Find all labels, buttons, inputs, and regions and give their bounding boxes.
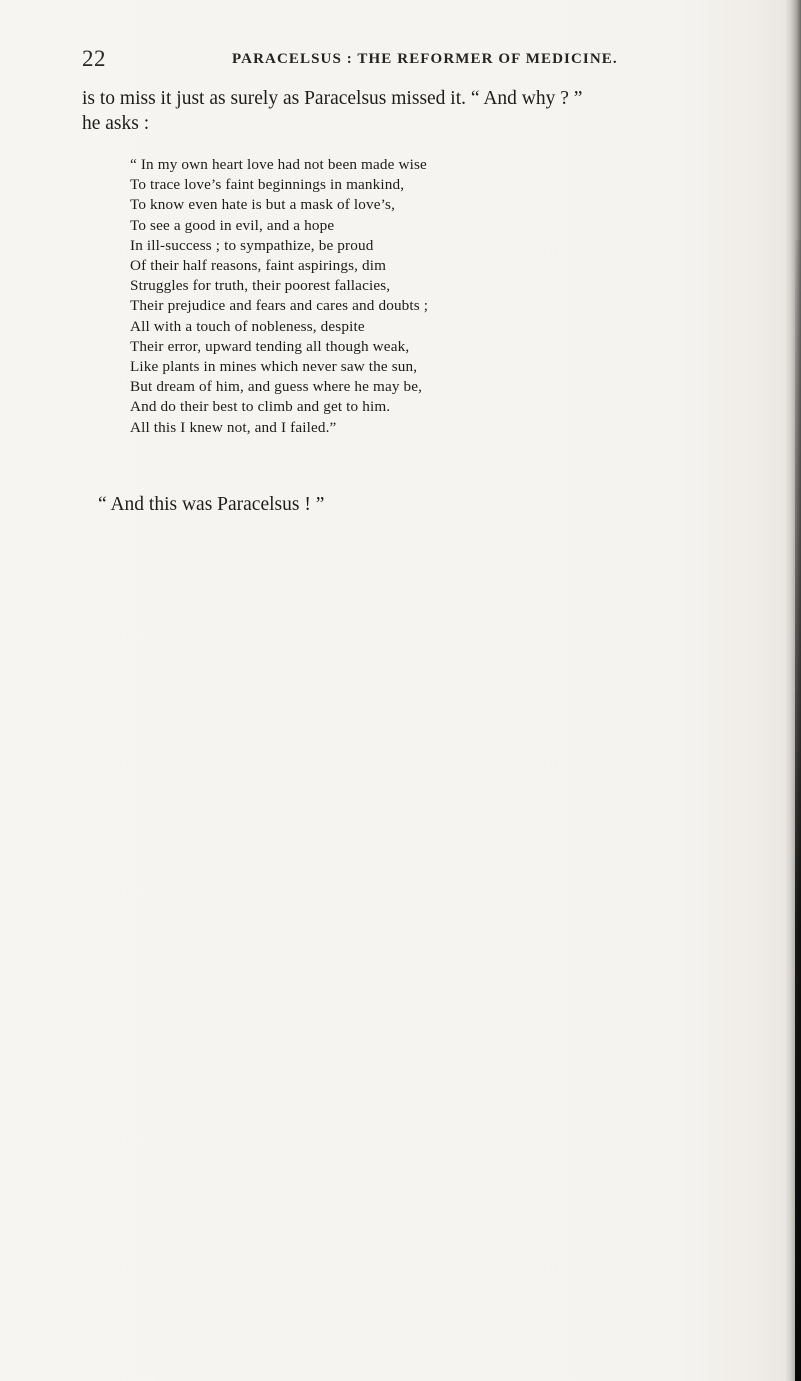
poem-line: “ In my own heart love had not been made wise <box>130 156 427 173</box>
quoted-poem <box>130 155 690 438</box>
page-edge-binding <box>795 240 801 1381</box>
poem-line: Struggles for truth, their poorest fallacies, <box>130 277 391 295</box>
poem-line: Like plants in mines which never saw the sun, <box>130 358 418 376</box>
poem-line: Their error, upward tending all though weak, <box>130 337 410 355</box>
poem-line: To see a good in evil, and a hope <box>130 216 335 234</box>
running-title: PARACELSUS : THE REFORMER OF MEDICINE. <box>232 51 618 67</box>
intro-paragraph: is to miss it just as surely as Paracelsus missed it. “ And why ? ” he asks : <box>82 88 583 134</box>
running-head <box>82 46 742 72</box>
closing-line: “ And this was Paracelsus ! ” <box>98 494 325 515</box>
poem-line: To trace love’s faint beginnings in mankind, <box>130 176 405 194</box>
poem-line: All with a touch of nobleness, despite <box>130 317 365 335</box>
poem-line: To know even hate is but a mask of love’s, <box>130 196 396 214</box>
poem-line: But dream of him, and guess where he may be, <box>130 378 423 396</box>
poem-line: Their prejudice and fears and cares and doubts ; <box>130 297 429 315</box>
poem-line: Of their half reasons, faint aspirings, dim <box>130 257 387 275</box>
poem-line: All this I knew not, and I failed.” <box>130 418 337 436</box>
poem-line: And do their best to climb and get to him. <box>130 398 391 416</box>
poem-line: In ill-success ; to sympathize, be proud <box>130 236 374 254</box>
page-number: 22 <box>82 46 106 71</box>
